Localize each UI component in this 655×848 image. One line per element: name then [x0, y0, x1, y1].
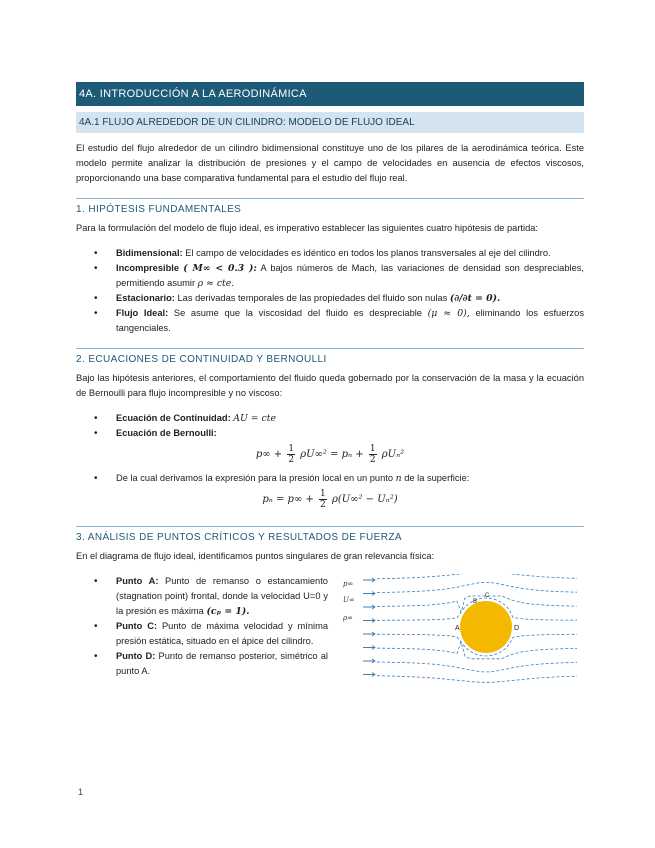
list-item [116, 261, 584, 291]
inflow-arrow [363, 605, 375, 609]
section-2-heading: 2. ECUACIONES DE CONTINUIDAD Y BERNOULLI [76, 348, 584, 367]
label-rho-inf: ρ∞ [343, 614, 353, 622]
section-3-intro: En el diagrama de flujo ideal, identificamos puntos singulares de gran relevancia física: [76, 551, 435, 561]
item-math: (μ ≈ 0), [427, 308, 470, 319]
eq-part: p∞ + [255, 449, 283, 460]
points-and-diagram [76, 574, 584, 704]
derive-list [76, 471, 584, 486]
eq-part: ρU∞² = pₙ + [300, 449, 364, 460]
point-d-label: D [514, 625, 520, 632]
section-1-heading: 1. HIPÓTESIS FUNDAMENTALES [76, 198, 584, 217]
page-number: 1 [78, 787, 84, 797]
list-item [116, 306, 584, 336]
item-term: Incompresible [116, 263, 180, 273]
streamline [377, 574, 577, 579]
list-item [116, 291, 584, 306]
list-item [116, 619, 328, 649]
inflow-arrow [363, 646, 375, 650]
inflow-arrow [363, 592, 375, 596]
continuity-equation: AU = cte [233, 413, 276, 424]
list-item [116, 411, 584, 426]
item-term: Ecuación de Continuidad: [116, 413, 231, 423]
list-item [116, 426, 584, 441]
inflow-arrow [363, 632, 375, 636]
chapter-title: 4A. INTRODUCCIÓN A LA AERODINÁMICA [76, 82, 584, 106]
item-text: Punto de remanso o estancamiento (stagnation point) frontal, donde la velocidad U=0 y la presión es máxima [116, 576, 328, 616]
inflow-arrow [363, 673, 375, 677]
item-text: De la cual derivamos la expresión para la presión local en un punto [116, 473, 394, 483]
list-item [116, 649, 328, 679]
item-term: Punto D: [116, 651, 156, 661]
eq-part: ρUₙ² [381, 449, 405, 460]
frac-den: 2 [288, 455, 295, 465]
frac-den: 2 [369, 455, 376, 465]
inflow-arrow [363, 578, 375, 582]
item-text: Punto de máxima velocidad y mínima presión estática, situado en el ápice del cilindro. [116, 621, 328, 646]
streamline [377, 662, 577, 672]
eq-part: ρ(U∞² − Uₙ²) [331, 494, 398, 505]
item-term: Flujo Ideal: [116, 308, 169, 318]
item-math: ρ ≈ cte. [197, 278, 235, 289]
item-term: Estacionario: [116, 293, 175, 303]
bernoulli-equation [76, 441, 584, 469]
item-term: Bidimensional: [116, 248, 183, 258]
item-text: eliminando los esfuerzos tangenciales. [116, 308, 584, 333]
hypotheses-list [76, 246, 584, 336]
label-u-inf: U∞ [343, 596, 355, 604]
page-content [76, 82, 584, 704]
item-math: n [395, 473, 402, 484]
fraction [319, 489, 327, 510]
section-3-heading: 3. ANÁLISIS DE PUNTOS CRÍTICOS Y RESULTADOS DE FUERZA [76, 526, 584, 545]
frac-num: 1 [369, 444, 376, 454]
fraction [369, 444, 377, 465]
frac-num: 1 [288, 444, 295, 454]
frac-num: 1 [320, 489, 326, 499]
pressure-equation [76, 486, 584, 514]
streamline [377, 582, 577, 592]
section-2-intro: Bajo las hipótesis anteriores, el comportamiento del fluido queda gobernado por la conservación de la masa y la ecuación de Bernoulli para flujo incompresible y no viscoso: [76, 373, 584, 398]
list-item [116, 246, 584, 261]
eq-part: pₙ = p∞ + [262, 494, 314, 505]
point-b-label: B [473, 599, 478, 605]
streamline [377, 676, 577, 683]
item-math: ( M∞ < 0.3 ): [183, 263, 257, 274]
point-a-label: A [455, 625, 460, 632]
equations-list [76, 411, 584, 441]
item-text: Las derivadas temporales de las propiedades del fluido son nulas [177, 293, 448, 303]
item-text: A bajos números de Mach, las variaciones de densidad son despreciables, permitiendo asumir [116, 263, 584, 288]
item-term: Ecuación de Bernoulli: [116, 428, 217, 438]
inflow-arrow [363, 659, 375, 663]
list-item [116, 574, 328, 619]
flow-diagram [341, 574, 581, 694]
section-title: 4A.1 FLUJO ALREDEDOR DE UN CILINDRO: MODELO DE FLUJO IDEAL [76, 112, 584, 133]
item-term: Punto A: [116, 576, 159, 586]
inflow-arrows [363, 578, 375, 677]
item-term: Punto C: [116, 621, 158, 631]
list-item [116, 471, 584, 486]
item-text: El campo de velocidades es idéntico en todos los planos transversales al eje del cilindro. [185, 248, 551, 258]
point-c-label: C [485, 593, 490, 599]
item-math: (∂/∂t = 0). [449, 293, 501, 304]
intro-paragraph: El estudio del flujo alrededor de un cilindro bidimensional constituye uno de los pilares de la aerodinámica teórica. Este modelo permite analizar la distribución de presiones y el campo de velocidades en ausencia de efectos viscosos, proporcionando una base comparativa fundamental para el estudio del flujo real. [76, 143, 584, 183]
label-p-inf: p∞ [343, 580, 354, 588]
item-math: (cₚ = 1). [206, 606, 250, 617]
points-list [76, 574, 328, 679]
fraction [287, 444, 295, 465]
item-text: Se asume que la viscosidad del fluido es despreciable [173, 308, 422, 318]
frac-den: 2 [320, 500, 326, 510]
cylinder [460, 601, 512, 653]
section-1-intro: Para la formulación del modelo de flujo ideal, es imperativo establecer las siguientes cuatro hipótesis de partida: [76, 223, 539, 233]
inflow-arrow [363, 619, 375, 623]
item-text: de la superficie: [404, 473, 470, 483]
item-text: Punto de remanso posterior, simétrico al punto A. [116, 651, 328, 676]
